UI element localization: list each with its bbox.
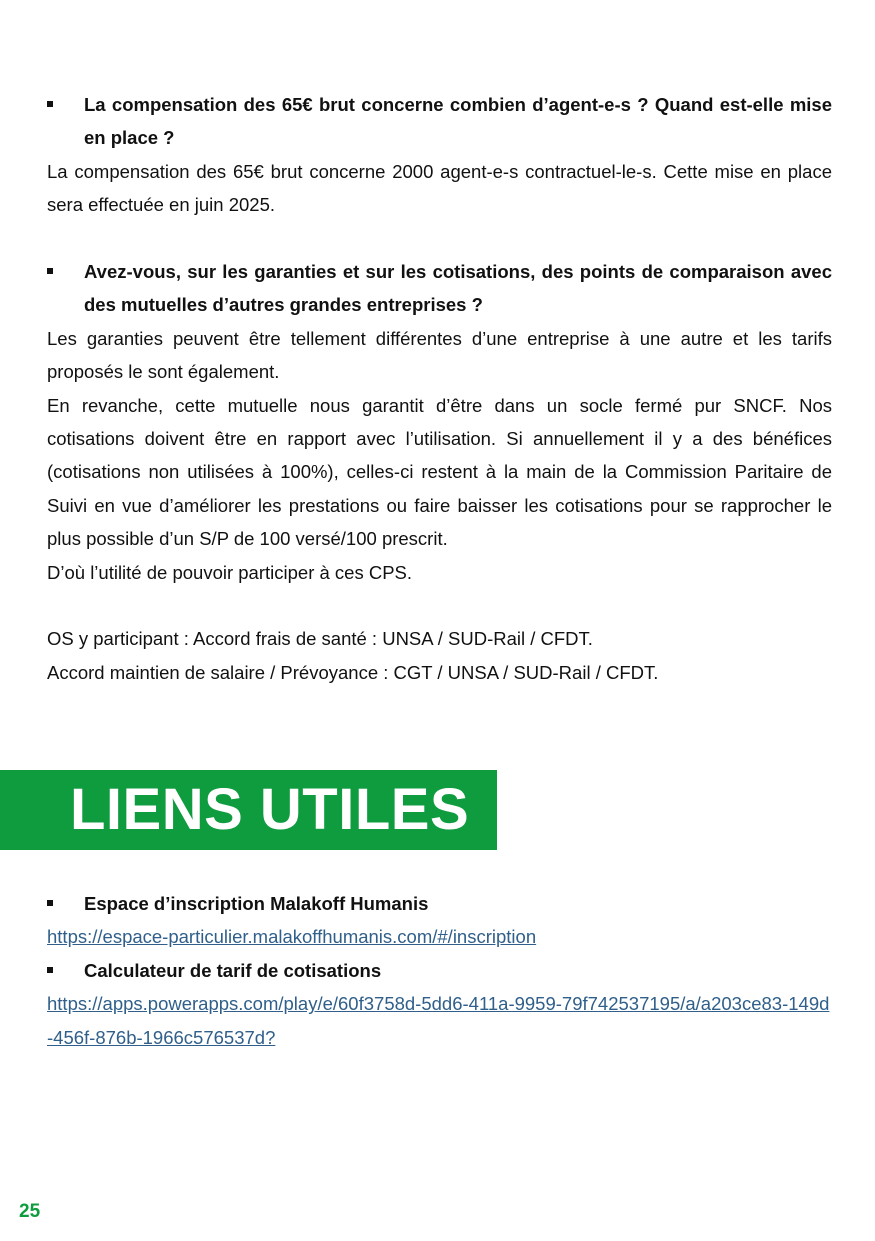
faq-section xyxy=(47,88,832,689)
faq-answer-2b: En revanche, cette mutuelle nous garantit d’être dans un socle fermé pur SNCF. Nos cotisations doivent être en rapport avec l’utilisation. Si annuellement il y a des bénéfices (cotisations non utilisées à 100%), celles-ci restent à la main de la Commission Paritaire de Suivi en vue d’améliorer les prestations ou faire baisser les cotisations pour se rapprocher le plus possible d’un S/P de 100 versé/100 prescrit. xyxy=(47,394,832,550)
link-item-label-2: Calculateur de tarif de cotisations xyxy=(47,954,832,987)
bullet-square-icon xyxy=(47,900,53,906)
section-title: LIENS UTILES xyxy=(70,777,470,842)
bullet-square-icon xyxy=(47,101,53,107)
section-banner xyxy=(0,770,497,850)
faq-answer-1: La compensation des 65€ brut concerne 2000 agent-e-s contractuel-le-s. Cette mise en place sera effectuée en juin 2025. xyxy=(47,160,832,216)
faq-question-2: Avez-vous, sur les garanties et sur les cotisations, des points de comparaison avec des mutuelles d’autres grandes entreprises ? xyxy=(47,255,832,322)
link-item-label-1: Espace d’inscription Malakoff Humanis xyxy=(47,887,832,920)
links-section xyxy=(47,887,832,1054)
powerapps-calculator-link[interactable]: https://apps.powerapps.com/play/e/60f3758d-5dd6-411a-9959-79f742537195/a/a203ce83-149d-456f-876b-1966c576537d? xyxy=(47,993,830,1048)
bullet-square-icon xyxy=(47,268,53,274)
faq-question-1: La compensation des 65€ brut concerne combien d’agent-e-s ? Quand est-elle mise en place ? xyxy=(47,88,832,155)
malakoff-inscription-link[interactable]: https://espace-particulier.malakoffhumanis.com/#/inscription xyxy=(47,926,537,948)
participants-health: OS y participant : Accord frais de santé : UNSA / SUD-Rail / CFDT. xyxy=(47,628,593,650)
page-number: 25 xyxy=(19,1201,41,1222)
faq-answer-2a: Les garanties peuvent être tellement différentes d’une entreprise à une autre et les tarifs proposés le sont également. xyxy=(47,327,832,383)
faq-answer-2c: D’où l’utilité de pouvoir participer à ces CPS. xyxy=(47,561,413,583)
bullet-square-icon xyxy=(47,967,53,973)
participants-salary: Accord maintien de salaire / Prévoyance : CGT / UNSA / SUD-Rail / CFDT. xyxy=(47,661,659,683)
